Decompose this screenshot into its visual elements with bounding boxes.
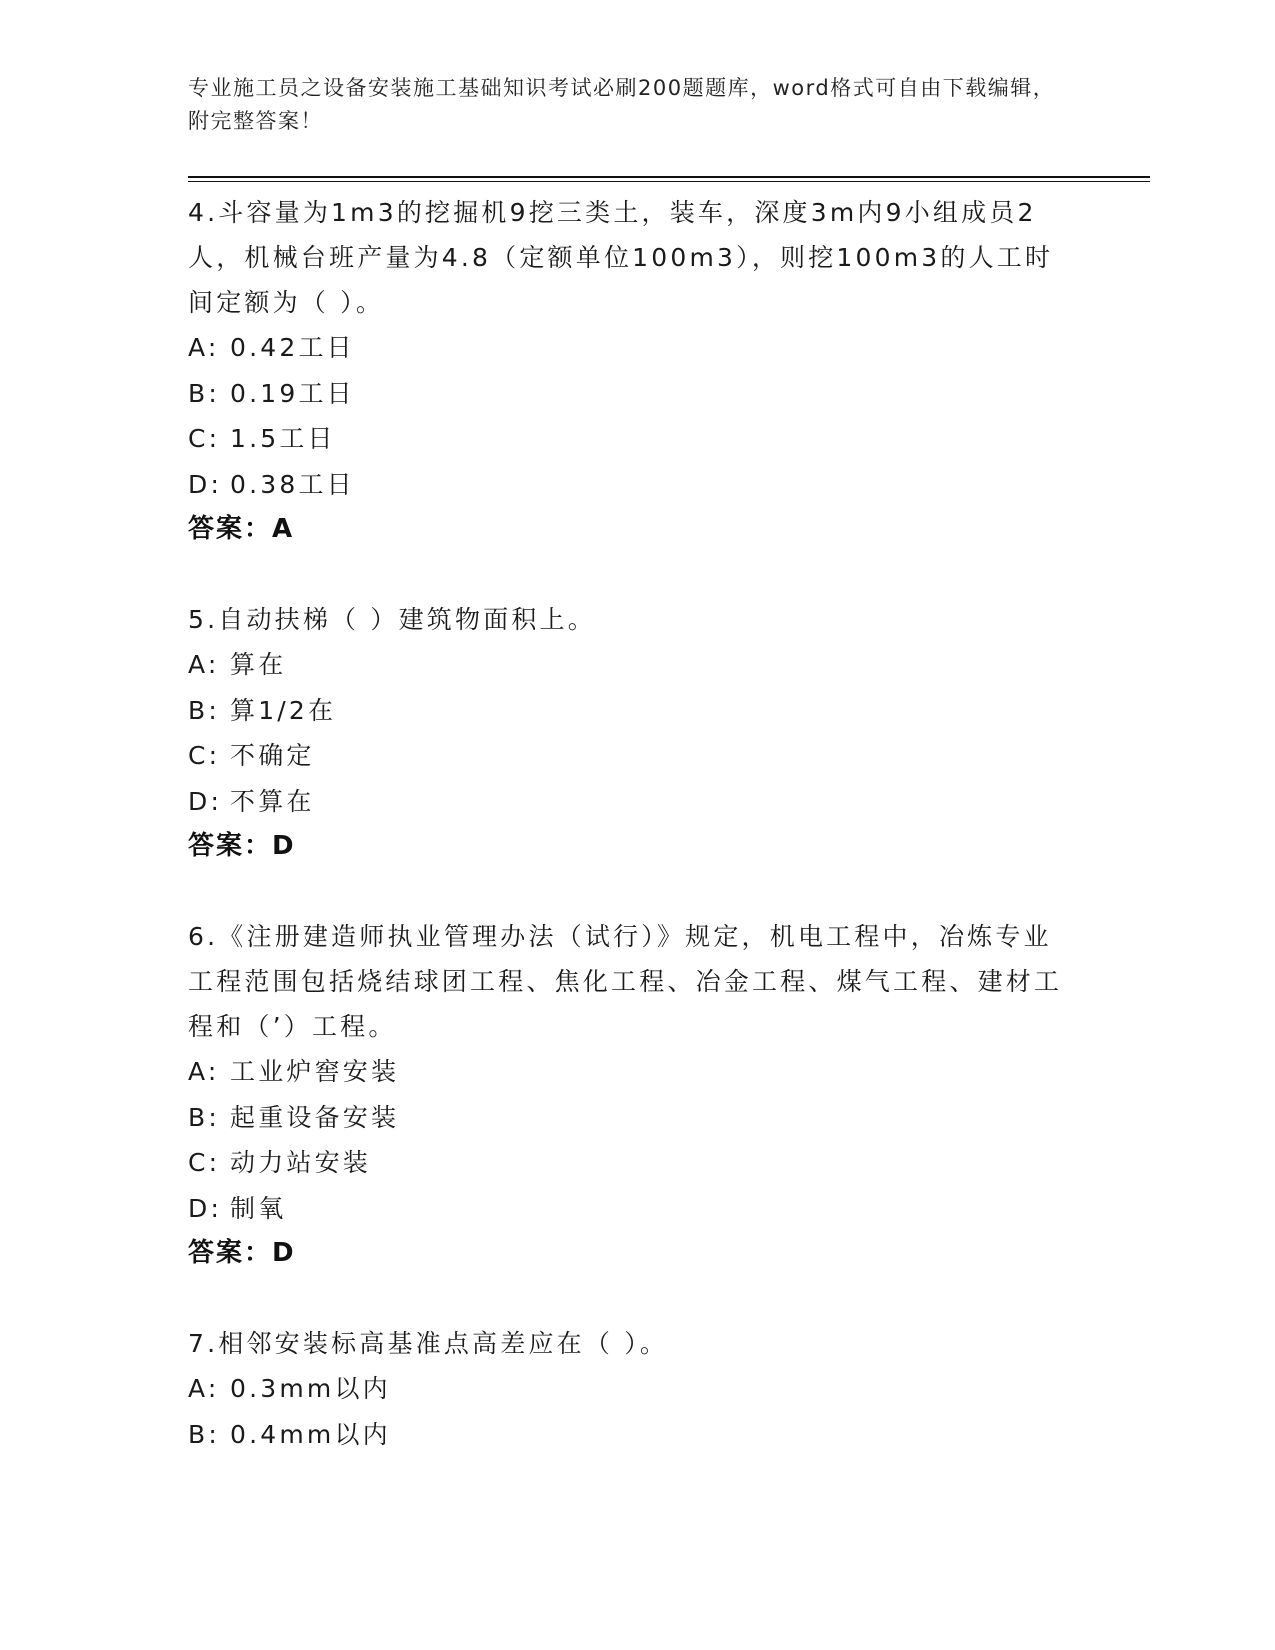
answer-line: 答案：D bbox=[188, 1238, 296, 1268]
question-7 bbox=[188, 1321, 1068, 1457]
option-key: C: bbox=[188, 741, 221, 770]
option-key: D: bbox=[188, 1193, 223, 1223]
question-text: 4.斗容量为1m3的挖掘机9挖三类土，装车，深度3m内9小组成员2人，机械台班产量为4.8（定额单位100m3），则挖100m3的人工时间定额为（ ）。 bbox=[188, 198, 1054, 317]
option-text: 工业炉窖安装 bbox=[230, 1057, 400, 1086]
question-6 bbox=[188, 914, 1068, 1276]
option-text: 0.38工日 bbox=[230, 469, 355, 499]
option-a bbox=[188, 642, 1068, 688]
option-text: 算1/2在 bbox=[230, 695, 337, 725]
option-a bbox=[188, 1366, 1068, 1412]
answer-line: 答案：D bbox=[188, 831, 296, 861]
option-key: A: bbox=[188, 1057, 220, 1086]
option-text: 1.5工日 bbox=[230, 424, 336, 453]
option-text: 不算在 bbox=[230, 786, 315, 816]
question-spacer bbox=[188, 552, 1068, 597]
option-key: B: bbox=[188, 1419, 220, 1449]
option-d bbox=[188, 1186, 1068, 1232]
option-c bbox=[188, 733, 1068, 779]
option-text: 0.19工日 bbox=[230, 378, 355, 408]
option-key: B: bbox=[188, 1102, 220, 1132]
option-key: B: bbox=[188, 695, 220, 725]
option-text: 0.42工日 bbox=[230, 333, 355, 362]
option-b bbox=[188, 1412, 1068, 1458]
question-text: 6.《注册建造师执业管理办法（试行）》规定，机电工程中，冶炼专业工程范围包括烧结球团工程、焦化工程、冶金工程、煤气工程、建材工程和（’）工程。 bbox=[188, 922, 1063, 1041]
question-text: 5.自动扶梯（ ）建筑物面积上。 bbox=[188, 605, 597, 634]
option-key: A: bbox=[188, 650, 220, 679]
option-key: D: bbox=[188, 786, 223, 816]
option-text: 算在 bbox=[230, 650, 287, 679]
option-key: A: bbox=[188, 333, 220, 362]
question-4 bbox=[188, 190, 1068, 552]
document-header: 专业施工员之设备安装施工基础知识考试必刷200题题库，word格式可自由下载编辑，附完整答案！ bbox=[188, 76, 1056, 133]
option-b bbox=[188, 371, 1068, 417]
question-spacer bbox=[188, 869, 1068, 914]
option-c bbox=[188, 1140, 1068, 1186]
question-spacer bbox=[188, 1276, 1068, 1321]
answer-line: 答案：A bbox=[188, 514, 295, 544]
option-text: 动力站安装 bbox=[230, 1148, 372, 1177]
option-text: 制氧 bbox=[230, 1193, 287, 1223]
option-b bbox=[188, 688, 1068, 734]
option-d bbox=[188, 779, 1068, 825]
question-5 bbox=[188, 597, 1068, 869]
question-text: 7.相邻安装标高基准点高差应在（ ）。 bbox=[188, 1329, 669, 1358]
header-divider-thin bbox=[188, 181, 1150, 182]
option-a bbox=[188, 325, 1068, 371]
option-text: 0.4mm以内 bbox=[230, 1419, 391, 1449]
question-list bbox=[188, 190, 1068, 1457]
option-key: C: bbox=[188, 1148, 221, 1177]
option-text: 起重设备安装 bbox=[230, 1102, 400, 1132]
option-c bbox=[188, 416, 1068, 462]
option-text: 0.3mm以内 bbox=[230, 1374, 391, 1403]
option-key: D: bbox=[188, 469, 223, 499]
option-b bbox=[188, 1095, 1068, 1141]
option-key: B: bbox=[188, 378, 220, 408]
option-d bbox=[188, 462, 1068, 508]
option-text: 不确定 bbox=[230, 741, 315, 770]
option-key: C: bbox=[188, 424, 221, 453]
option-a bbox=[188, 1049, 1068, 1095]
option-key: A: bbox=[188, 1374, 220, 1403]
header-divider-thick bbox=[188, 176, 1150, 178]
